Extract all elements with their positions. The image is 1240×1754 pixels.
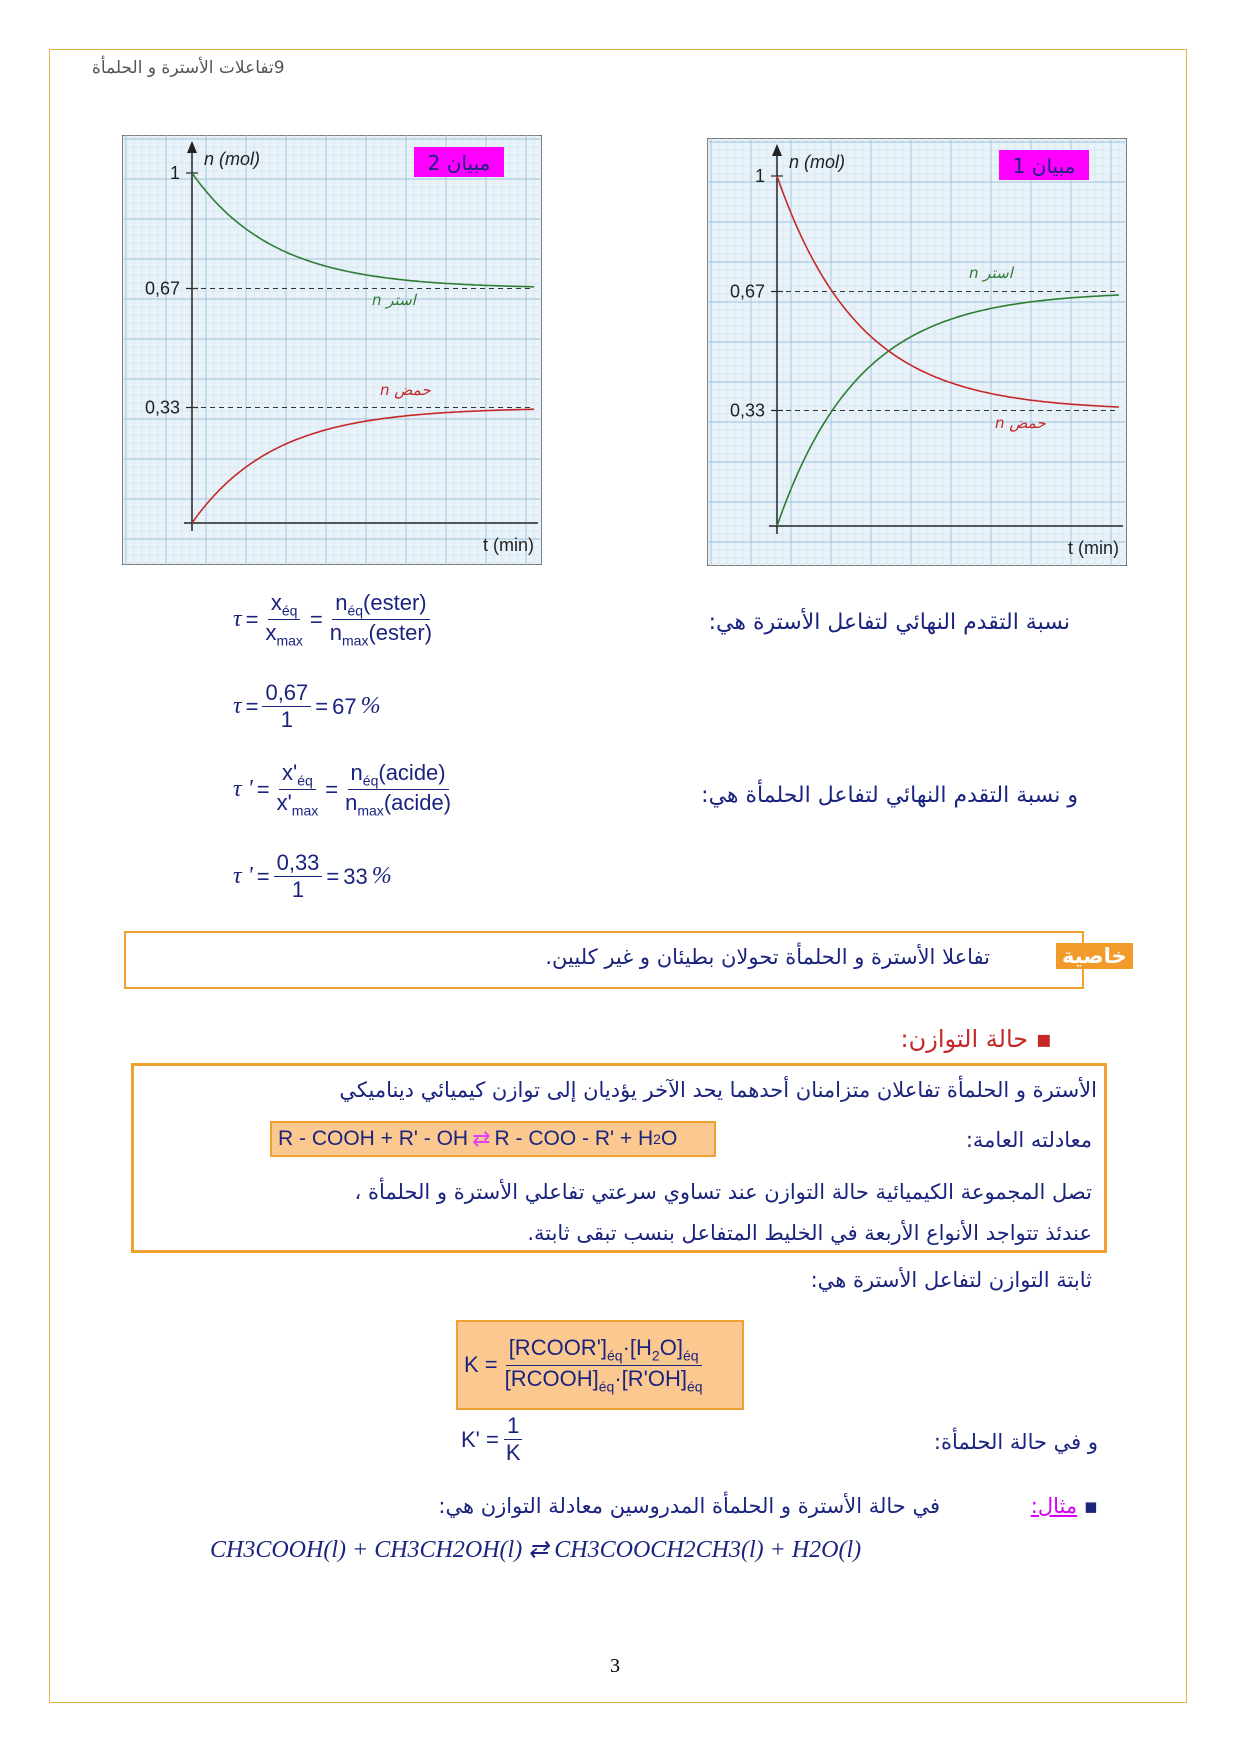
ester-label: (ester): [363, 590, 427, 615]
y-tick-label: 1: [169, 163, 180, 183]
ester-curve-label: n استر: [372, 291, 416, 309]
eq-sub: éq: [362, 772, 379, 789]
y-tick-label: 0,33: [729, 400, 765, 421]
graph-label: مبيان 1: [1012, 154, 1076, 178]
max-sub: max: [357, 802, 384, 819]
eq-sub: éq: [347, 602, 364, 619]
tau-prime-symbol: τ ': [233, 776, 253, 803]
ratio-ester-text: نسبة التقدم النهائي لتفاعل الأسترة هي:: [708, 610, 1070, 635]
example-label-text: مثال:: [1030, 1494, 1078, 1518]
constant-title: ثابتة التوازن لتفاعل الأسترة هي:: [810, 1268, 1092, 1292]
eq-sub: éq: [281, 602, 298, 619]
x-axis-label: t (min): [1068, 538, 1119, 558]
example-text: في حالة الأسترة و الحلمأة المدروسين معادلة التوازن هي:: [438, 1494, 940, 1518]
sub-2: 2: [651, 1347, 660, 1364]
k-label: K =: [464, 1352, 498, 1377]
eq-line-1: الأسترة و الحلمأة تفاعلان متزامنان أحدهما يحد الآخر يؤديان إلى توازن كيميائي ديناميكي: [339, 1078, 1097, 1102]
tau-definition: τ = $\frac{x_{éq}}{x_{max}}$ = $\frac{n_{éq}(ester)}{n_{max}(ester)}$: [233, 590, 433, 649]
k-prime-label: K' =: [461, 1426, 499, 1452]
tau-value: τ = $\frac{0,67}{1}$ = 67 %: [233, 680, 381, 733]
reactants: R - COOH + R' - OH: [278, 1127, 469, 1150]
acid-curve-label: n حمض: [380, 381, 431, 399]
ester-label: (ester): [368, 620, 433, 646]
equilibrium-title-text: حالة التوازن:: [900, 1025, 1029, 1053]
tau-prime-definition: τ ' = $\frac{x'_{éq}}{x'_{max}}$ = $\frac{n_{éq}(acide)}{n_{max}(acide)}$: [233, 760, 452, 819]
k-prime-formula: [461, 1413, 524, 1467]
equilibrium-title: ▪ حالة التوازن:: [900, 1025, 1052, 1053]
result-33: 33: [343, 863, 368, 889]
k-formula: K = $\frac{[RCOOR']_{éq}\cdot[H_2O]_{éq}}{[RCOOH]_{éq}\cdot[R'OH]_{éq}}$: [456, 1320, 744, 1410]
example-label: ▪ مثال:: [1030, 1494, 1098, 1518]
k-one: 1: [504, 1413, 522, 1440]
x-prime-symbol: x': [276, 790, 292, 816]
eq-sub: éq: [682, 1347, 699, 1364]
example-equation: CH3COOH(l) + CH3CH2OH(l) ⇄ CH3COOCH2CH3(l) + H2O(l): [210, 1537, 862, 1563]
eq-line-3: تصل المجموعة الكيميائية حالة التوازن عند تساوي سرعتي تفاعلي الأسترة و الحلمأة ،: [354, 1180, 1092, 1204]
tau-symbol: τ: [233, 693, 242, 720]
max-sub: max: [342, 632, 369, 649]
eq-line-4: عندئذ تتواجد الأنواع الأربعة في الخليط المتفاعل بنسب تبقى ثابتة.: [527, 1221, 1092, 1245]
page-header: 9تفاعلات الأسترة و الحلمأة: [92, 58, 285, 78]
n-symbol: n: [345, 790, 358, 816]
x-symbol: x: [265, 620, 277, 646]
acid-label: (acide): [378, 760, 446, 785]
water-conc-b: O]: [659, 1335, 683, 1361]
value-067: 0,67: [262, 680, 311, 707]
page-number: 3: [610, 1655, 620, 1677]
ester-curve-label: n استر: [969, 264, 1013, 282]
y-tick-label: 0,67: [729, 281, 765, 302]
eq-sub: éq: [598, 1377, 615, 1394]
max-sub: max: [291, 802, 319, 819]
percent-sign: %: [360, 693, 381, 720]
x-prime-symbol: x': [282, 760, 298, 785]
tau-prime-symbol: τ ': [233, 863, 253, 890]
percent-sign: %: [371, 863, 392, 890]
eq-sub: éq: [297, 772, 313, 789]
y-tick-label: 0,67: [144, 278, 180, 299]
result-67: 67: [332, 693, 357, 719]
eq-sub: éq: [686, 1377, 703, 1394]
eq-sub: éq: [607, 1347, 623, 1364]
n-symbol: n: [335, 590, 348, 615]
y-tick-label: 0,33: [144, 397, 180, 418]
tau-prime-value: τ ' = $\frac{0,33}{1}$ = 33 %: [233, 850, 392, 903]
property-tag: خاصية: [1056, 943, 1133, 969]
acid-conc: [RCOOH]: [504, 1365, 599, 1391]
products: R - COO - R' + H: [494, 1127, 654, 1150]
property-text: تفاعلا الأسترة و الحلمأة تحولان بطيئان و غير كليين.: [545, 945, 990, 969]
ratio-hydrolysis-text: و نسبة التقدم النهائي لتفاعل الحلمأة هي:: [701, 783, 1078, 808]
ester-conc: [RCOOR']: [508, 1335, 607, 1361]
value-one: 1: [280, 707, 293, 733]
tau-symbol: τ: [233, 606, 242, 633]
water-conc-a: [H: [629, 1335, 652, 1361]
acid-curve-label: n حمض: [995, 414, 1046, 432]
graph-1: [707, 138, 1127, 566]
k-denominator: K: [505, 1440, 521, 1466]
x-symbol: x: [270, 590, 282, 615]
value-one: 1: [291, 877, 305, 903]
graph-label: مبيان 2: [427, 151, 491, 175]
y-axis-label: n (mol): [789, 152, 846, 172]
n-symbol: n: [350, 760, 363, 785]
alcohol-conc: [R'OH]: [621, 1365, 687, 1391]
eq-general-label: معادلته العامة:: [965, 1128, 1092, 1152]
value-033: 0,33: [274, 850, 323, 877]
graph-2: [122, 135, 542, 565]
acid-label: (acide): [383, 790, 452, 816]
graph-background: [122, 135, 542, 565]
max-sub: max: [276, 632, 303, 649]
sub-2: 2: [653, 1131, 661, 1147]
oxygen: O: [660, 1127, 678, 1150]
y-tick-label: 1: [754, 166, 765, 186]
hydrolysis-case: و في حالة الحلمأة:: [933, 1430, 1098, 1454]
n-symbol: n: [329, 620, 343, 646]
general-equation: R - COOH + R' - OH ⇄ R - COO - R' + H 2 O: [270, 1121, 716, 1157]
y-axis-label: n (mol): [204, 149, 261, 169]
x-axis-label: t (min): [483, 535, 534, 555]
